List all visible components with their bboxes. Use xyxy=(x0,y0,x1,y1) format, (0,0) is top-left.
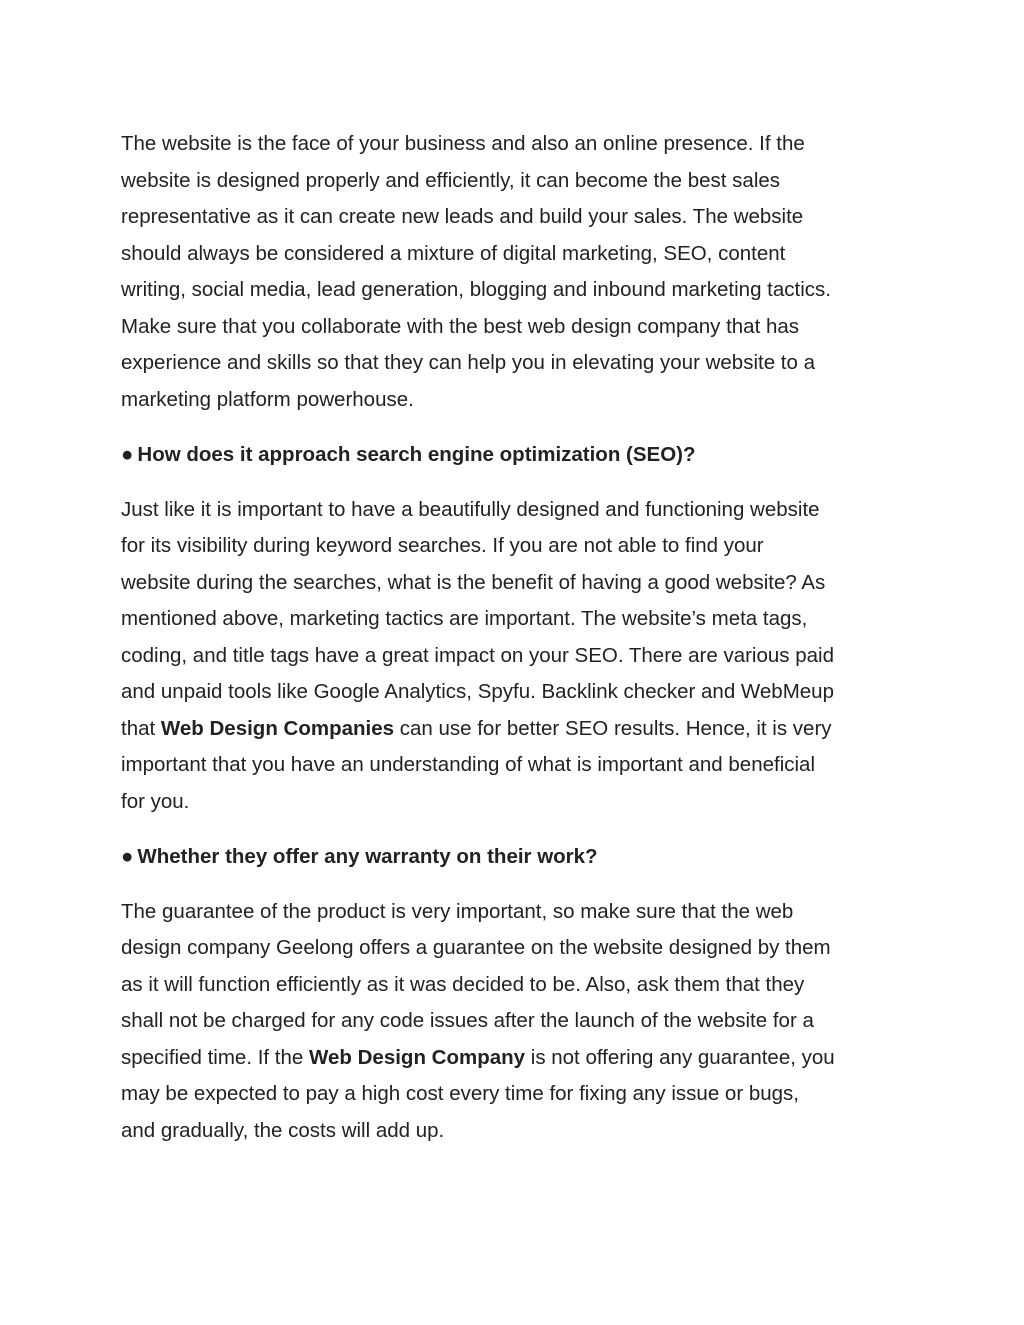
text-line: website during the searches, what is the benefit of having a good website? As xyxy=(121,570,826,594)
text-line: The website is the face of your business and also an online presence. If the xyxy=(121,132,805,155)
section-heading-warranty xyxy=(121,839,891,876)
text-segment: that xyxy=(121,716,161,740)
heading-text: Whether they offer any warranty on their work? xyxy=(137,845,598,868)
text-line: as it will function efficiently as it was decided to be. Also, ask them that they xyxy=(121,972,805,996)
text-segment: is not offering any guarantee, you xyxy=(525,1045,835,1069)
bold-keyword: Web Design Companies xyxy=(160,716,395,740)
text-line: and gradually, the costs will add up. xyxy=(121,1118,445,1142)
text-line: for you. xyxy=(121,789,190,813)
text-line: mentioned above, marketing tactics are important. The website’s meta tags, xyxy=(121,607,808,630)
text-line: Just like it is important to have a beautifully designed and functioning website xyxy=(121,497,820,521)
text-line: experience and skills so that they can help you in elevating your website to a xyxy=(121,351,815,374)
paragraph-warranty xyxy=(121,894,891,1150)
text-segment: can use for better SEO results. Hence, it is very xyxy=(394,716,832,740)
text-line: writing, social media, lead generation, blogging and inbound marketing tactics. xyxy=(121,278,831,301)
text-line: website is designed properly and efficiently, it can become the best sales xyxy=(121,168,781,192)
text-line: The guarantee of the product is very important, so make sure that the web xyxy=(121,899,794,923)
paragraph-seo xyxy=(121,492,891,821)
text-line: and unpaid tools like Google Analytics, Spyfu. Backlink checker and WebMeup xyxy=(121,680,834,703)
paragraph-intro xyxy=(121,126,891,418)
text-line: marketing platform powerhouse. xyxy=(121,387,414,411)
text-segment: specified time. If the xyxy=(121,1045,310,1069)
text-line: for its visibility during keyword searches. If you are not able to find your xyxy=(121,534,764,557)
section-heading-seo xyxy=(121,437,891,474)
text-line: Make sure that you collaborate with the best web design company that has xyxy=(121,314,800,338)
text-line: design company Geelong offers a guarantee on the website designed by them xyxy=(121,936,831,959)
document-page xyxy=(121,126,891,1168)
bullet-icon: ● xyxy=(121,443,134,466)
text-line: shall not be charged for any code issues after the launch of the website for a xyxy=(121,1009,814,1032)
text-line xyxy=(121,711,891,748)
text-line: should always be considered a mixture of digital marketing, SEO, content xyxy=(121,241,786,265)
bold-keyword: Web Design Company xyxy=(309,1045,526,1069)
text-line: representative as it can create new leads and build your sales. The website xyxy=(121,205,804,228)
heading-text: How does it approach search engine optimization (SEO)? xyxy=(137,443,696,466)
text-line xyxy=(121,1040,891,1077)
text-line: coding, and title tags have a great impact on your SEO. There are various paid xyxy=(121,643,834,667)
bullet-icon: ● xyxy=(121,845,134,868)
text-line: may be expected to pay a high cost every time for fixing any issue or bugs, xyxy=(121,1082,799,1105)
text-line: important that you have an understanding of what is important and beneficial xyxy=(121,753,816,776)
